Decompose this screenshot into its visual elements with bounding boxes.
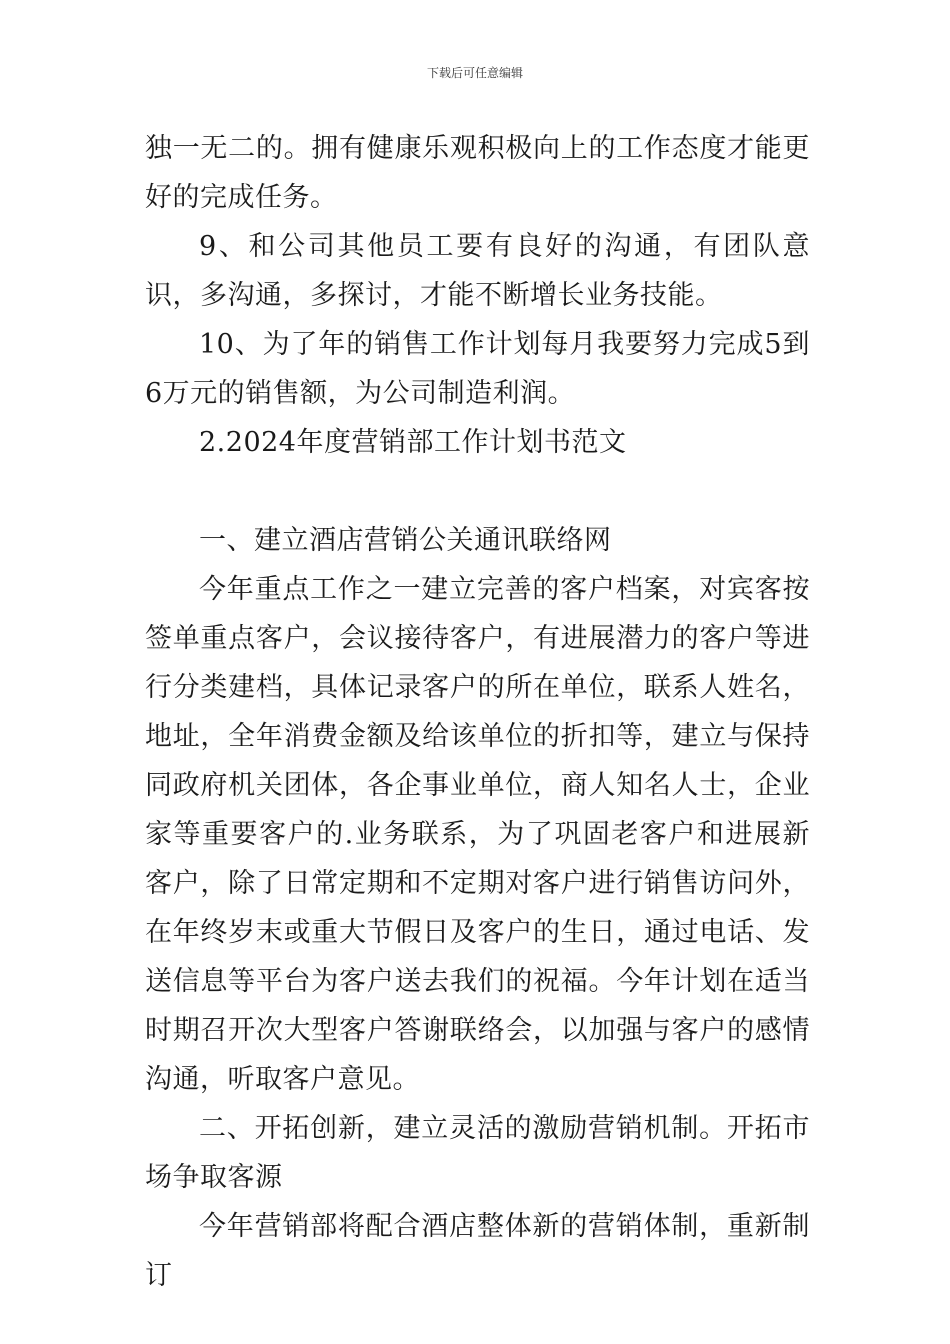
section-title: 2.2024年度营销部工作计划书范文	[199, 427, 627, 458]
paragraph-body-one: 今年重点工作之一建立完善的客户档案，对宾客按签单重点客户，会议接待客户，有进展潜力的客户等进行分类建档，具体记录客户的所在单位，联系人姓名，地址，全年消费金额及给该单位的折扣等，建立与保持同政府机关团体，各企事业单位，商人知名人士，企业家等重要客户的.业务联系，为了巩固老客户和进展新客户，除了日常定期和不定期对客户进行销售访问外，在年终岁末或重大节假日及客户的生日，通过电话、发送信息等平台为客户送去我们的祝福。今年计划在适当时期召开次大型客户答谢联络会，以加强与客户的感情沟通，听取客户意见。	[145, 574, 810, 1095]
paragraph-body-two: 今年营销部将配合酒店整体新的营销体制，重新制订	[145, 1211, 810, 1291]
paragraph-item-9: 9、和公司其他员工要有良好的沟通，有团队意识，多沟通，多探讨，才能不断增长业务技能。	[145, 231, 810, 311]
paragraph-continuation: 独一无二的。拥有健康乐观积极向上的工作态度才能更好的完成任务。	[145, 133, 810, 213]
document-body	[145, 124, 810, 1300]
heading-one: 一、建立酒店营销公关通讯联络网	[199, 525, 612, 556]
paragraph-item-10: 10、为了年的销售工作计划每月我要努力完成5到6万元的销售额，为公司制造利润。	[145, 329, 810, 409]
heading-two: 二、开拓创新，建立灵活的激励营销机制。开拓市场争取客源	[145, 1113, 810, 1193]
page-header-note: 下载后可任意编辑	[426, 66, 523, 80]
